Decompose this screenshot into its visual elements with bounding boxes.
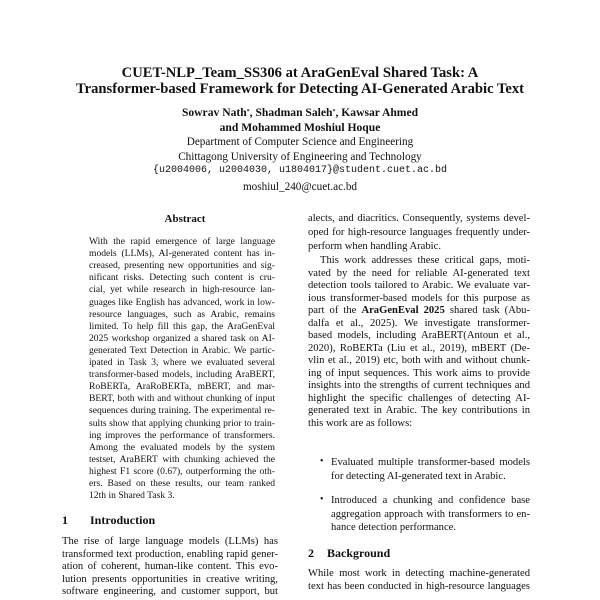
affiliation-university: Chittagong University of Engineering and Technology xyxy=(178,151,422,163)
paragraph-line: This work addresses these critical gaps, moti- xyxy=(320,255,530,266)
abstract-line: highest F1 score (0.67), outperforming the oth- xyxy=(89,465,275,477)
abstract-line: resource languages, such as Arabic, remains xyxy=(89,308,275,320)
paragraph-line: detection tools tailored to Arabic. We evaluate var- xyxy=(308,280,530,291)
paragraph-line: oped for high-resource languages frequently under- xyxy=(308,227,530,238)
abstract-line: Among the evaluated models by the system xyxy=(89,441,275,453)
abstract-line: 2025 workshop organized a shared task on AI- xyxy=(89,332,275,344)
paper-title-line-2: Transformer-based Framework for Detecting AI-Generated Arabic Text xyxy=(76,81,524,97)
introduction-line: ation of coherent, human-like content. This evo- xyxy=(62,561,278,573)
bullet-item-line: hance detection performance. xyxy=(331,522,456,533)
author-name: Sowrav Nath xyxy=(181,106,247,119)
bullet-item-line: Evaluated multiple transformer-based models xyxy=(331,457,530,468)
section-title: Introduction xyxy=(90,513,156,527)
introduction-line: lution presents opportunities in creative writing, xyxy=(62,573,278,585)
paragraph-line: vlin et al., 2019) etc, both with and without chunk- xyxy=(308,355,530,366)
paragraph-line-with-bold xyxy=(308,305,530,317)
bullet-item-line: Introduced a chunking and confidence base xyxy=(331,495,530,506)
affiliation-department: Department of Computer Science and Engineering xyxy=(186,136,414,148)
paragraph-line: 2020), RoBERTa (Liu et al., 2019), mBERT (De- xyxy=(308,342,530,354)
abstract-line: BERT, both with and without chunking of input xyxy=(89,393,275,405)
abstract-line: nificant risks. Detecting such content is cru- xyxy=(89,272,275,284)
author-name: Kawsar Ahmed xyxy=(341,106,419,119)
paragraph-line: dalfa et al., 2025). We investigate transformer- xyxy=(308,317,530,329)
paragraph-line: ious transformer-based models for this purpose as xyxy=(308,292,530,304)
abstract-line: generated Text Detection in Arabic. We partic- xyxy=(89,344,275,356)
bullet-icon: • xyxy=(320,456,324,467)
abstract-line: models (LLMs), AI-generated content has in- xyxy=(89,248,275,260)
section-heading-background xyxy=(308,546,390,560)
paragraph-line: this work are as follows: xyxy=(308,417,413,429)
author-emails: {u2004006, u2004030, u1804017}@student.cuet.ac.bd xyxy=(152,165,448,176)
abstract-line: creased, presenting new opportunities and sig- xyxy=(89,260,275,272)
paragraph-line: ing of input sequences. This work aims to provide xyxy=(308,367,530,379)
abstract-heading: Abstract xyxy=(164,213,206,225)
abstract-line: ing improves the performance of transformers. xyxy=(89,429,275,441)
abstract-line: 12th in Shared Task 3. xyxy=(89,490,175,502)
equal-contribution-mark: * xyxy=(332,109,336,115)
bullet-item-line: for detecting AI-generated text in Arabic. xyxy=(331,470,506,482)
paper-title-line-1: CUET-NLP_Team_SS306 at AraGenEval Shared Task: A xyxy=(121,65,479,81)
paragraph-line: insights into the strengths of current techniques and xyxy=(308,380,530,391)
abstract-line: ipated in Task 3, where we evaluated several xyxy=(89,357,275,368)
paragraph-line: generated text in Arabic. The key contributions in xyxy=(308,405,530,416)
paragraph-line: based models, including AraBERT(Antoun et al., xyxy=(308,330,530,341)
abstract-line: cial, yet while research in high-resource lan- xyxy=(89,284,275,296)
abstract-line: transformer-based models, including AraBERT, xyxy=(89,369,275,381)
corresponding-email: moshiul_240@cuet.ac.bd xyxy=(242,181,358,193)
background-line: While most work in detecting machine-generated xyxy=(308,568,530,579)
abstract-line: RoBERTa, AraRoBERTa, mBERT, and mar- xyxy=(89,381,275,393)
abstract-line: With the rapid emergence of large language xyxy=(89,236,275,247)
introduction-line: software engineering, and customer support, but xyxy=(62,586,278,598)
abstract-line: sequences during training. The experimental re- xyxy=(89,405,275,417)
introduction-line: The rise of large language models (LLMs) has xyxy=(62,536,278,547)
paragraph-line: perform when handling Arabic. xyxy=(308,241,441,252)
bullet-item-line: aggregation approach with transformers to en- xyxy=(331,508,530,520)
section-heading-introduction xyxy=(62,513,155,527)
abstract-line: ers. Based on these results, our team ranked xyxy=(89,478,275,489)
equal-contribution-mark: * xyxy=(246,109,250,115)
bullet-icon: • xyxy=(320,494,324,505)
paragraph-line: highlight the specific challenges of detecting AI- xyxy=(308,392,530,404)
abstract-line: guages like English has advanced, work in low- xyxy=(89,296,275,308)
author-separator: , xyxy=(249,106,256,119)
paragraph-line: vated by the need for reliable AI-generated text xyxy=(308,267,530,279)
abstract-line: testset, AraBERT with chunking achieved the xyxy=(89,453,275,465)
shared-task-name: AraGenEval 2025 xyxy=(361,305,445,316)
author-line-2: and Mohammed Moshiul Hoque xyxy=(219,121,381,134)
text-span: part of the xyxy=(308,305,362,316)
author-name: Shadman Saleh xyxy=(255,106,333,119)
section-number: 1 xyxy=(62,513,68,527)
abstract-line: sults show that applying chunking prior to train- xyxy=(89,417,275,429)
section-number: 2 xyxy=(308,546,314,560)
paragraph-line: alects, and diacritics. Consequently, systems devel- xyxy=(308,213,530,224)
text-span: shared task (Abu- xyxy=(444,305,530,316)
introduction-line: transformed text production, enabling rapid gener- xyxy=(62,548,278,560)
section-title: Background xyxy=(327,546,391,560)
abstract-line: limited. To help fill this gap, the AraGenEval xyxy=(89,320,275,332)
background-line: text has been conducted in high-resource languages xyxy=(308,581,530,592)
author-line-1 xyxy=(0,106,600,120)
author-separator: , xyxy=(335,106,342,119)
